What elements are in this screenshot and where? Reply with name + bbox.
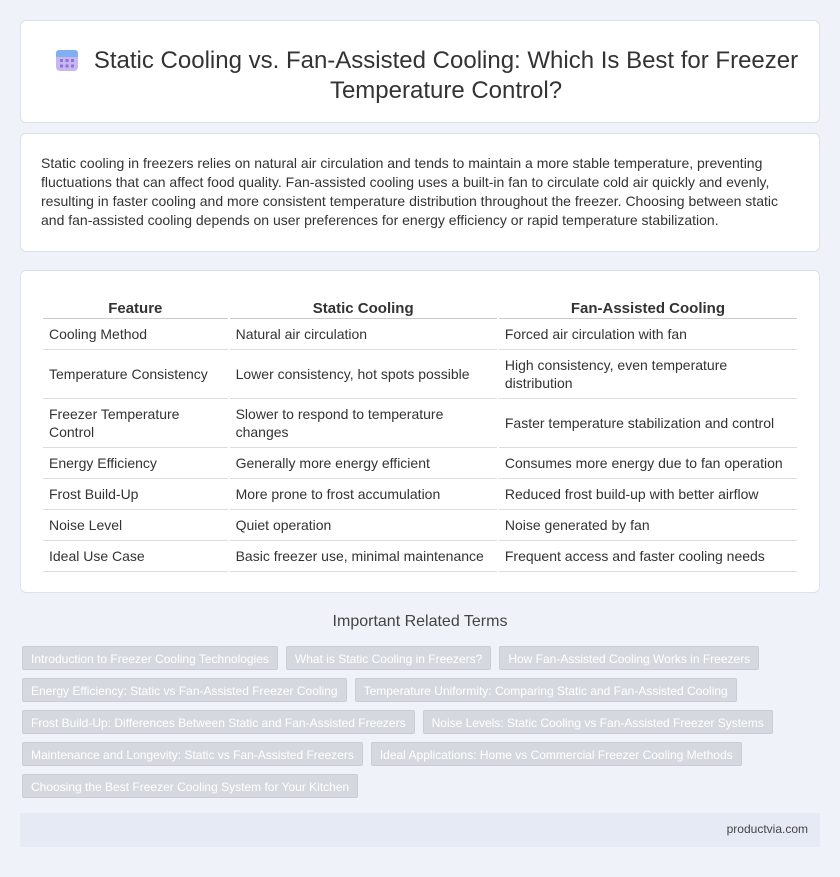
table-row (43, 448, 797, 479)
table-cell: Basic freezer use, minimal maintenance (230, 541, 497, 572)
table-row (43, 510, 797, 541)
intro-paragraph: Static cooling in freezers relies on natural air circulation and tends to maintain a more stable temperature, preventing fluctuations that can affect food quality. Fan-assisted cooling uses a built-in fan to circulate cold air quickly and evenly, resulting in faster cooling and more consistent temperature distribution throughout the freezer. Choosing between static and fan-assisted cooling depends on user preferences for energy efficiency or rapid temperature stabilization. (41, 155, 778, 228)
header-card (20, 20, 820, 123)
related-term-tag[interactable]: How Fan-Assisted Cooling Works in Freezers (499, 646, 759, 670)
intro-card (20, 133, 820, 252)
column-header-static: Static Cooling (230, 296, 497, 319)
table-cell: Consumes more energy due to fan operation (499, 448, 797, 479)
table-cell: Faster temperature stabilization and control (499, 399, 797, 448)
related-term-tag[interactable]: Ideal Applications: Home vs Commercial Freezer Cooling Methods (371, 742, 742, 766)
table-cell: Cooling Method (43, 319, 228, 350)
table-cell: More prone to frost accumulation (230, 479, 497, 510)
related-term-tag[interactable]: What is Static Cooling in Freezers? (286, 646, 491, 670)
table-cell: Freezer Temperature Control (43, 399, 228, 448)
table-cell: High consistency, even temperature distribution (499, 350, 797, 399)
table-row (43, 479, 797, 510)
table-cell: Quiet operation (230, 510, 497, 541)
calendar-grid-icon (54, 47, 80, 73)
footer-brand[interactable]: productvia.com (726, 822, 808, 836)
related-term-tag[interactable]: Choosing the Best Freezer Cooling System for Your Kitchen (22, 774, 358, 798)
footer (20, 813, 820, 847)
table-row (43, 399, 797, 448)
table-cell: Slower to respond to temperature changes (230, 399, 497, 448)
comparison-card (20, 270, 820, 593)
table-cell: Frequent access and faster cooling needs (499, 541, 797, 572)
table-cell: Ideal Use Case (43, 541, 228, 572)
related-terms-list (22, 646, 782, 798)
table-cell: Natural air circulation (230, 319, 497, 350)
table-cell: Generally more energy efficient (230, 448, 497, 479)
column-header-fan: Fan-Assisted Cooling (499, 296, 797, 319)
related-term-tag[interactable]: Temperature Uniformity: Comparing Static and Fan-Assisted Cooling (355, 678, 737, 702)
related-terms-heading: Important Related Terms (332, 613, 508, 630)
related-term-tag[interactable]: Energy Efficiency: Static vs Fan-Assisted Freezer Cooling (22, 678, 347, 702)
table-cell: Lower consistency, hot spots possible (230, 350, 497, 399)
page-title: Static Cooling vs. Fan-Assisted Cooling: Which Is Best for Freezer Temperature Control? (93, 47, 799, 104)
related-term-tag[interactable]: Introduction to Freezer Cooling Technologies (22, 646, 278, 670)
table-header-row (43, 296, 797, 319)
table-cell: Energy Efficiency (43, 448, 228, 479)
table-cell: Frost Build-Up (43, 479, 228, 510)
related-term-tag[interactable]: Maintenance and Longevity: Static vs Fan-Assisted Freezers (22, 742, 363, 766)
table-row (43, 319, 797, 350)
related-term-tag[interactable]: Noise Levels: Static Cooling vs Fan-Assisted Freezer Systems (423, 710, 773, 734)
table-cell: Noise generated by fan (499, 510, 797, 541)
table-row (43, 541, 797, 572)
comparison-table (41, 296, 799, 572)
table-row (43, 350, 797, 399)
table-cell: Noise Level (43, 510, 228, 541)
table-cell: Temperature Consistency (43, 350, 228, 399)
related-term-tag[interactable]: Frost Build-Up: Differences Between Static and Fan-Assisted Freezers (22, 710, 415, 734)
table-cell: Forced air circulation with fan (499, 319, 797, 350)
table-cell: Reduced frost build-up with better airflow (499, 479, 797, 510)
column-header-feature: Feature (43, 296, 228, 319)
